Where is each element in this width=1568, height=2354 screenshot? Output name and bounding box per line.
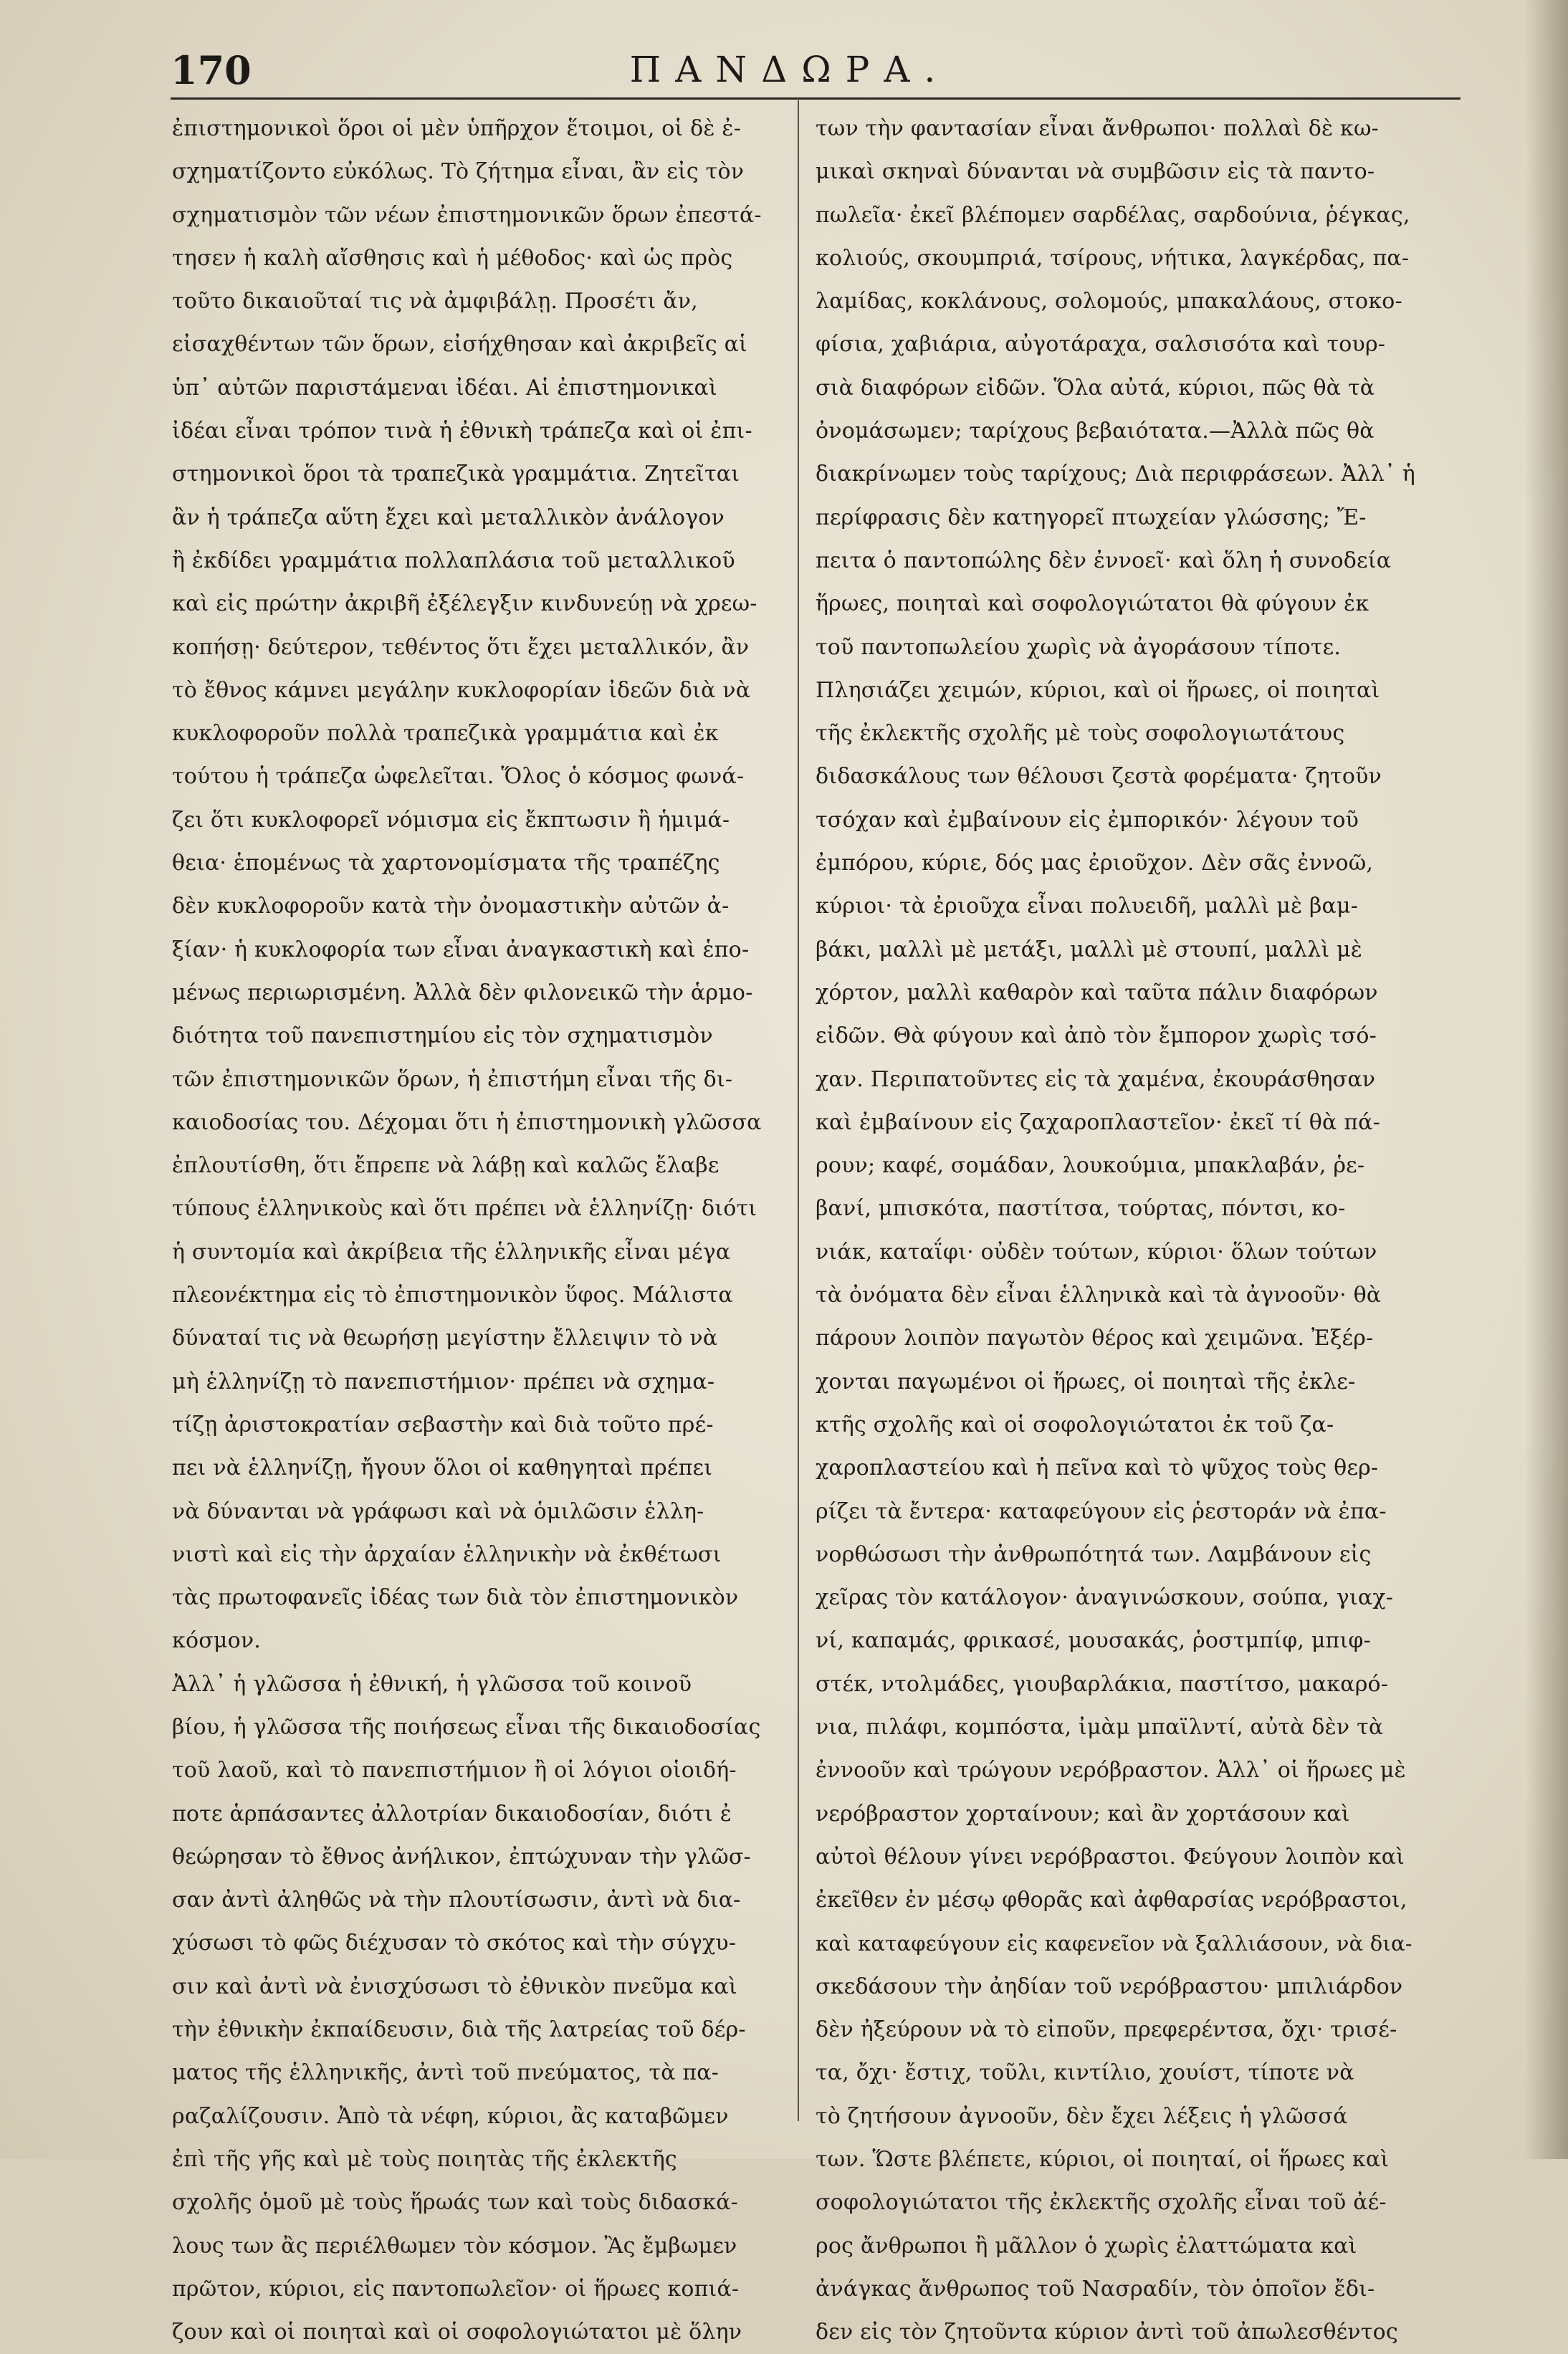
text-line: ρίζει τὰ ἔντερα· καταφεύγουν εἰς ῥεστοράν νὰ ἐπα- [816,1498,1387,1524]
text-line: ἐμπόρου, κύριε, δός μας ἐριοῦχον. Δὲν σᾶς ἐννοῶ, [816,851,1374,876]
text-line: μικαὶ σκηναὶ δύνανται νὰ συμβῶσιν εἰς τὰ παντο- [816,159,1375,185]
text-line: θεώρησαν τὸ ἔθνος ἀνήλικον, ἐπτώχυναν τὴν γλῶσ- [172,1844,751,1870]
text-line: ἐπὶ τῆς γῆς καὶ μὲ τοὺς ποιητὰς τῆς ἐκλεκτῆς [172,2146,677,2172]
left-column [172,107,781,2354]
text-line: ραζαλίζουσιν. Ἀπὸ τὰ νέφη, κύριοι, ἂς καταβῶμεν [172,2103,729,2129]
text-line: ἐκεῖθεν ἐν μέσῳ φθορᾶς καὶ ἀφθαρσίας νερόβραστοι, [816,1887,1407,1913]
text-line: μὴ ἑλληνίζῃ τὸ πανεπιστήμιον· πρέπει νὰ σχημα- [172,1369,715,1394]
text-line: στέκ, ντολμάδες, γιουβαρλάκια, παστίτσο, μακαρό- [816,1671,1389,1697]
text-line: ἂν ἡ τράπεζα αὕτη ἔχει καὶ μεταλλικὸν ἀνάλογον [172,504,725,530]
text-line: περίφρασις δὲν κατηγορεῖ πτωχείαν γλώσσης; Ἔ- [816,504,1367,530]
text-line: σκεδάσουν τὴν ἀηδίαν τοῦ νερόβραστου· μπιλιάρδον [816,1973,1403,1999]
text-line: πρῶτον, κύριοι, εἰς παντοπωλεῖον· οἱ ἥρωες κοπιά- [172,2276,740,2302]
text-line: σιν καὶ ἀντὶ νὰ ἐνισχύσωσι τὸ ἐθνικὸν πνεῦμα καὶ [172,1973,737,1999]
text-line: νιάκ, καταΐφι· οὐδὲν τούτων, κύριοι· ὅλων τούτων [816,1239,1377,1265]
text-line: καὶ ἐμβαίνουν εἰς ζαχαροπλαστεῖον· ἐκεῖ τί θὰ πά- [816,1109,1380,1135]
text-line: καιοδοσίας του. Δέχομαι ὅτι ἡ ἐπιστημονικὴ γλῶσσα [172,1109,762,1135]
text-line: φίσια, χαβιάρια, αὐγοτάραχα, σαλσισότα καὶ τουρ- [816,332,1386,358]
text-line: σχολῆς ὁμοῦ μὲ τοὺς ἥρωάς των καὶ τοὺς διδασκά- [172,2190,739,2216]
text-line: τὸ ἔθνος κάμνει μεγάλην κυκλοφορίαν ἰδεῶν διὰ νὰ [172,677,751,703]
text-line: πλεονέκτημα εἰς τὸ ἐπιστημονικὸν ὕφος. Μάλιστα [172,1283,733,1308]
text-line: ἢ ἐκδίδει γραμμάτια πολλαπλάσια τοῦ μεταλλικοῦ [172,547,735,573]
text-line: ἥρωες, ποιηταὶ καὶ σοφολογιώτατοι θὰ φύγουν ἐκ [816,591,1369,617]
text-line: των τὴν φαντασίαν εἶναι ἄνθρωποι· πολλαὶ δὲ κω- [816,116,1379,141]
text-line: ὑπ᾽ αὐτῶν παριστάμεναι ἰδέαι. Αἱ ἐπιστημονικαὶ [172,375,717,401]
text-line: αὐτοὶ θέλουν γίνει νερόβραστοι. Φεύγουν λοιπὸν καὶ [816,1844,1405,1870]
text-line: εἰδῶν. Θὰ φύγουν καὶ ἀπὸ τὸν ἔμπορον χωρὶς τσό- [816,1023,1377,1049]
page-number: 170 [171,47,252,93]
text-line: σιὰ διαφόρων εἰδῶν. Ὅλα αὐτά, κύριοι, πῶς θὰ τὰ [816,375,1375,401]
text-line: πωλεῖα· ἐκεῖ βλέπομεν σαρδέλας, σαρδούνια, ῥέγκας, [816,202,1410,228]
text-line: τύπους ἑλληνικοὺς καὶ ὅτι πρέπει νὰ ἑλληνίζῃ· διότι [172,1196,757,1222]
text-line: ποτε ἁρπάσαντες ἀλλοτρίαν δικαιοδοσίαν, διότι ἐ [172,1801,732,1827]
text-line: τίζῃ ἀριστοκρατίαν σεβαστὴν καὶ διὰ τοῦτο πρέ- [172,1412,714,1437]
text-line: λαμίδας, κοκλάνους, σολομούς, μπακαλάους, στοκο- [816,289,1402,315]
text-line: τοῦ λαοῦ, καὶ τὸ πανεπιστήμιον ἢ οἱ λόγιοι οἱοιδή- [172,1758,737,1784]
text-line: τὰς πρωτοφανεῖς ἰδέας των διὰ τὸν ἐπιστημονικὸν [172,1585,739,1611]
text-line: ξίαν· ἡ κυκλοφορία των εἶναι ἀναγκαστικὴ καὶ ἑπο- [172,937,750,962]
text-line: δύναταί τις νὰ θεωρήσῃ μεγίστην ἔλλειψιν τὸ νὰ [172,1326,718,1351]
text-line: κύριοι· τὰ ἐριοῦχα εἶναι πολυειδῆ, μαλλὶ μὲ βαμ- [816,894,1359,919]
text-line: κτῆς σχολῆς καὶ οἱ σοφολογιώτατοι ἐκ τοῦ ζα- [816,1412,1334,1437]
right-column [816,107,1418,2354]
text-line: κυκλοφοροῦν πολλὰ τραπεζικὰ γραμμάτια καὶ ἐκ [172,721,719,747]
text-line: λους των ἂς περιέλθωμεν τὸν κόσμον. Ἂς ἔμβωμεν [172,2233,737,2259]
text-line: τῆς ἐκλεκτῆς σχολῆς μὲ τοὺς σοφολογιωτάτους [816,721,1345,747]
header-rule [171,97,1461,100]
text-line: ρουν; καφέ, σομάδαν, λουκούμια, μπακλαβάν, ῥε- [816,1153,1365,1179]
text-line: τοῦ παντοπωλείου χωρὶς νὰ ἀγοράσουν τίποτε. [816,634,1342,660]
text-line: ἀνάγκας ἄνθρωπος τοῦ Νασραδίν, τὸν ὁποῖον ἔδι- [816,2276,1375,2302]
page-header [171,42,1409,106]
text-line: θεια· ἑπομένως τὰ χαρτονομίσματα τῆς τραπέζης [172,851,720,876]
text-line: τσόχαν καὶ ἐμβαίνουν εἰς ἐμπορικόν· λέγουν τοῦ [816,807,1359,833]
page-spine-shadow [1525,0,1568,2159]
text-line: χύσωσι τὸ φῶς διέχυσαν τὸ σκότος καὶ τὴν σύγχυ- [172,1930,737,1956]
text-line: τὸ ζητήσουν ἀγνοοῦν, δὲν ἔχει λέξεις ἡ γλῶσσά [816,2103,1348,2129]
text-line: ἐπιστημονικοὶ ὅροι οἱ μὲν ὑπῆρχον ἕτοιμοι, οἱ δὲ ἐ- [172,116,742,141]
text-line: διακρίνωμεν τοὺς ταρίχους; Διὰ περιφράσεων. Ἀλλ᾽ ἡ [816,461,1415,487]
text-line: ἡ συντομία καὶ ἀκρίβεια τῆς ἑλληνικῆς εἶναι μέγα [172,1239,731,1265]
text-line: κολιούς, σκουμπριά, τσίρους, νήτικα, λαγκέρδας, πα- [816,245,1410,271]
text-line: κόσμον. [172,1628,262,1654]
text-line: νιστὶ καὶ εἰς τὴν ἀρχαίαν ἑλληνικὴν νὰ ἐκθέτωσι [172,1541,722,1567]
text-line: νερόβραστον χορταίνουν; καὶ ἂν χορτάσουν καὶ [816,1801,1350,1827]
text-line: μένως περιωρισμένη. Ἀλλὰ δὲν φιλονεικῶ τὴν ἁρμο- [172,980,753,1005]
text-line: τησεν ἡ καλὴ αἴσθησις καὶ ἡ μέθοδος· καὶ ὡς πρὸς [172,245,733,271]
text-line: στημονικοὶ ὅροι τὰ τραπεζικὰ γραμμάτια. Ζητεῖται [172,461,740,487]
text-line: ματος τῆς ἑλληνικῆς, ἀντὶ τοῦ πνεύματος, τὰ πα- [172,2060,720,2086]
text-line: βίου, ἡ γλῶσσα τῆς ποιήσεως εἶναι τῆς δικαιοδοσίας [172,1714,761,1740]
text-line: πάρουν λοιπὸν παγωτὸν θέρος καὶ χειμῶνα. Ἐξέρ- [816,1326,1374,1351]
text-line: νια, πιλάφι, κομπόστα, ἰμὰμ μπαϊλντί, αὐτὰ δὲν τὰ [816,1714,1384,1740]
text-line: πει νὰ ἑλληνίζῃ, ἤγουν ὅλοι οἱ καθηγηταὶ πρέπει [172,1455,713,1481]
text-line: χαν. Περιπατοῦντες εἰς τὰ χαμένα, ἐκουράσθησαν [816,1066,1376,1092]
text-line: δὲν κυκλοφοροῦν κατὰ τὴν ὀνομαστικὴν αὐτῶν ἀ- [172,894,730,919]
text-line: διότητα τοῦ πανεπιστημίου εἰς τὸν σχηματισμὸν [172,1023,713,1049]
column-divider [798,100,799,2121]
text-line: κοπήσῃ· δεύτερον, τεθέντος ὅτι ἔχει μεταλλικόν, ἂν [172,634,750,660]
text-line: τὰ ὀνόματα δὲν εἶναι ἑλληνικὰ καὶ τὰ ἀγνοοῦν· θὰ [816,1283,1382,1308]
text-line: ἐννοοῦν καὶ τρώγουν νερόβραστον. Ἀλλ᾽ οἱ ἥρωες μὲ [816,1758,1406,1784]
text-line: βανί, μπισκότα, παστίτσα, τούρτας, πόντσι, κο- [816,1196,1346,1222]
text-line: χεῖρας τὸν κατάλογον· ἀναγινώσκουν, σούπα, γιαχ- [816,1585,1394,1611]
text-line: τῶν ἐπιστημονικῶν ὅρων, ἡ ἐπιστήμη εἶναι τῆς δι- [172,1066,733,1092]
text-line: ρος ἄνθρωποι ἢ μᾶλλον ὁ χωρὶς ἐλαττώματα καὶ [816,2233,1357,2259]
text-line: νὰ δύνανται νὰ γράφωσι καὶ νὰ ὁμιλῶσιν ἑλλη- [172,1498,704,1524]
text-line: Πλησιάζει χειμών, κύριοι, καὶ οἱ ἥρωες, οἱ ποιηταὶ [816,677,1380,703]
text-line: σοφολογιώτατοι τῆς ἐκλεκτῆς σχολῆς εἶναι τοῦ ἀέ- [816,2190,1387,2216]
text-line: εἰσαχθέντων τῶν ὅρων, εἰσήχθησαν καὶ ἀκριβεῖς αἱ [172,332,748,358]
text-line: τὴν ἐθνικὴν ἐκπαίδευσιν, διὰ τῆς λατρείας τοῦ δέρ- [172,2017,746,2043]
text-line: ζουν καὶ οἱ ποιηταὶ καὶ οἱ σοφολογιώτατοι μὲ ὅλην [172,2320,742,2345]
text-line: καὶ καταφεύγουν εἰς καφενεῖον νὰ ξαλλιάσουν, νὰ δια- [816,1931,1412,1956]
text-line: πειτα ὁ παντοπώλης δὲν ἐννοεῖ· καὶ ὅλη ἡ συνοδεία [816,547,1392,573]
text-line: ζει ὅτι κυκλοφορεῖ νόμισμα εἰς ἔκπτωσιν ἢ ἡμιμά- [172,807,730,833]
text-line: των. Ὥστε βλέπετε, κύριοι, οἱ ποιηταί, οἱ ἥρωες καὶ [816,2146,1390,2172]
text-line: χαροπλαστείου καὶ ἡ πεῖνα καὶ τὸ ψῦχος τοὺς θερ- [816,1455,1379,1481]
text-line: τούτου ἡ τράπεζα ὠφελεῖται. Ὅλος ὁ κόσμος φωνά- [172,764,745,790]
text-line: δὲν ἠξεύρουν νὰ τὸ εἰποῦν, πρεφερέντσα, ὄχι· τρισέ- [816,2017,1397,2043]
text-line: χονται παγωμένοι οἱ ἥρωες, οἱ ποιηταὶ τῆς ἐκλε- [816,1369,1356,1394]
text-line: βάκι, μαλλὶ μὲ μετάξι, μαλλὶ μὲ στουπί, μαλλὶ μὲ [816,937,1363,962]
text-line: σαν ἀντὶ ἀληθῶς νὰ τὴν πλουτίσωσιν, ἀντὶ νὰ δια- [172,1887,741,1913]
text-line: τα, ὄχι· ἔστιχ, τοῦλι, κιντίλιο, χουίστ, τίποτε νὰ [816,2060,1354,2086]
text-line: ἐπλουτίσθη, ὅτι ἔπρεπε νὰ λάβῃ καὶ καλῶς ἔλαβε [172,1153,720,1179]
text-line: τοῦτο δικαιοῦταί τις νὰ ἀμφιβάλῃ. Προσέτι ἄν, [172,289,698,315]
text-line: διδασκάλους των θέλουσι ζεστὰ φορέματα· ζητοῦν [816,764,1382,790]
text-line: δεν εἰς τὸν ζητοῦντα κύριον ἀντὶ τοῦ ἀπωλεσθέντος [816,2320,1398,2345]
running-title: ΠΑΝΔΩΡΑ. [629,49,950,90]
text-line: σχηματισμὸν τῶν νέων ἐπιστημονικῶν ὅρων ἐπεστά- [172,202,762,228]
text-line: καὶ εἰς πρώτην ἀκριβῆ ἐξέλεγξιν κινδυνεύῃ νὰ χρεω- [172,591,757,617]
text-line: χόρτον, μαλλὶ καθαρὸν καὶ ταῦτα πάλιν διαφόρων [816,980,1378,1005]
text-line: ὀνομάσωμεν; ταρίχους βεβαιότατα.—Ἀλλὰ πῶς θὰ [816,418,1375,444]
text-line: Ἀλλ᾽ ἡ γλῶσσα ἡ ἐθνική, ἡ γλῶσσα τοῦ κοινοῦ [172,1671,692,1697]
text-line: σχηματίζοντο εὐκόλως. Τὸ ζήτημα εἶναι, ἂν εἰς τὸν [172,159,745,185]
text-line: νί, καπαμάς, φρικασέ, μουσακάς, ῥοστμπίφ, μπιφ- [816,1628,1371,1654]
text-line: νορθώσωσι τὴν ἀνθρωπότητά των. Λαμβάνουν εἰς [816,1541,1372,1567]
text-line: ἰδέαι εἶναι τρόπον τινὰ ἡ ἐθνικὴ τράπεζα καὶ οἱ ἐπι- [172,418,752,444]
